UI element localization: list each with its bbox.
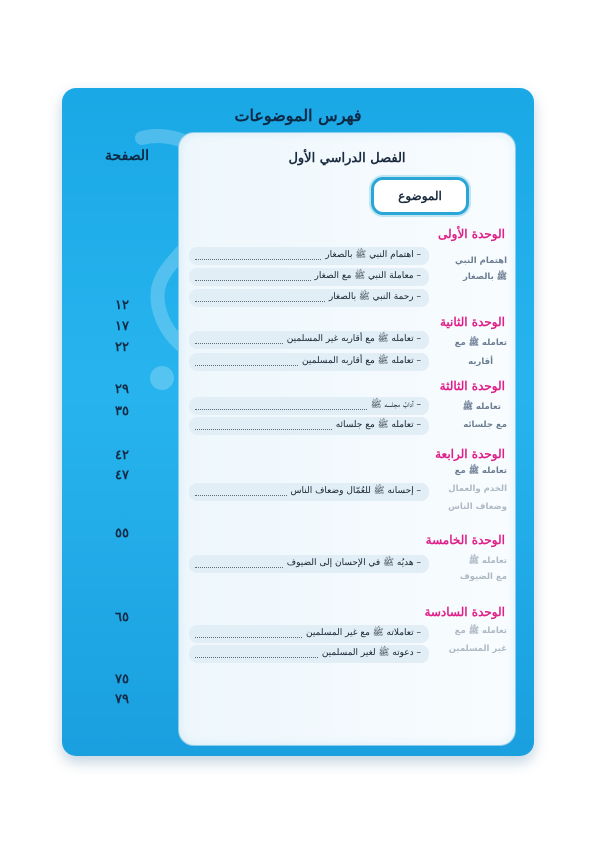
side-line: تعامله ﷺ مع [454,466,507,476]
page-number: ٧٩ [115,692,129,707]
page-title: فهرس الموضوعات [234,106,362,125]
dot-leader [195,495,287,496]
entry-text: – اهتمام النبي ﷺ بالصغار [325,250,421,260]
page-column-header: الصفحة [105,148,149,164]
side-line: اهتمام النبي [454,256,507,266]
toc-entry[interactable] [189,247,429,265]
page-number: ٢٩ [115,382,129,397]
entry-text: – تعامله ﷺ مع أقاربه المسلمين [302,356,421,366]
page-number: ٢٢ [115,340,129,355]
unit-title: الوحدة السادسة [424,605,505,619]
side-line: تعامله ﷺ [468,556,507,566]
dot-leader [195,429,332,430]
side-line: تعامله ﷺ [462,402,501,412]
entry-text: – معاملة النبي ﷺ مع الصغار [314,271,421,281]
unit-side-label [431,403,507,431]
unit-title: الوحدة الثانية [439,315,505,329]
page-number: ٣٥ [115,404,129,419]
page-number: ٦٥ [115,610,129,625]
contents-panel [178,132,516,746]
page-number: ٤٢ [115,448,129,463]
dot-leader [195,259,321,260]
toc-entry[interactable] [189,331,429,349]
unit-title: الوحدة الأولى [437,227,505,241]
unit-title: الوحدة الثالثة [439,379,505,393]
toc-entry[interactable] [189,555,429,573]
unit-side-label [431,257,507,283]
dot-leader [195,637,302,638]
entry-text: – آدابُ مجلسه ﷺ [370,400,421,410]
side-line: الخدم والعمال [448,483,507,494]
toc-entry[interactable] [189,353,429,371]
toc-entry[interactable] [189,417,429,435]
unit-title: الوحدة الخامسة [425,533,505,547]
entry-text: – رحمة النبي ﷺ بالصغار [328,292,421,302]
side-line: مع جلسائه [463,419,507,430]
page-number: ١٧ [115,319,129,334]
entry-text: – تعامله ﷺ مع أقاربه غير المسلمين [286,334,421,344]
page-number: ٥٥ [115,526,129,541]
unit-title: الوحدة الرابعة [435,447,505,461]
dot-leader [195,657,318,658]
page-number: ١٢ [115,298,129,313]
page-number: ٧٥ [115,672,129,687]
toc-entry[interactable] [189,645,429,663]
dot-leader [195,280,311,281]
dot-leader [195,567,283,568]
toc-frame [62,88,534,756]
unit-side-label [431,627,507,655]
unit-side-label [431,467,507,512]
side-line: غير المسلمين [448,643,507,654]
entry-text: – تعاملاته ﷺ مع غير المسلمين [305,628,421,638]
entry-text: – هديُه ﷺ في الإحسان إلى الضيوف [286,558,421,568]
entry-text: – دعوته ﷺ لغير المسلمين [321,648,421,658]
dot-leader [195,343,283,344]
side-line: تعامله ﷺ مع [454,626,507,636]
entry-text: – إحسانه ﷺ للعُمّال وضعاف الناس [290,486,421,496]
side-line: تعامله ﷺ مع [454,338,507,348]
semester-title: الفصل الدراسي الأول [288,151,406,166]
toc-entry[interactable] [189,289,429,307]
toc-entry[interactable] [189,625,429,643]
unit-side-label [431,339,507,368]
page-number: ٤٧ [115,468,129,483]
side-line: مع الضيوف [459,571,507,582]
dot-leader [195,301,325,302]
side-line: ﷺ بالصغار [462,271,507,282]
dot-leader [195,409,367,410]
toc-entry[interactable] [189,483,429,501]
side-line: أقاربه [468,356,493,367]
dot-leader [195,365,298,366]
unit-side-label [431,557,507,583]
toc-entry[interactable] [189,268,429,286]
toc-entry[interactable] [189,397,429,415]
topic-badge: الموضوع [371,177,469,215]
entry-text: – تعامله ﷺ مع جلسائه [335,420,421,430]
side-line: وضعاف الناس [448,501,507,512]
page-number-column [78,132,166,742]
